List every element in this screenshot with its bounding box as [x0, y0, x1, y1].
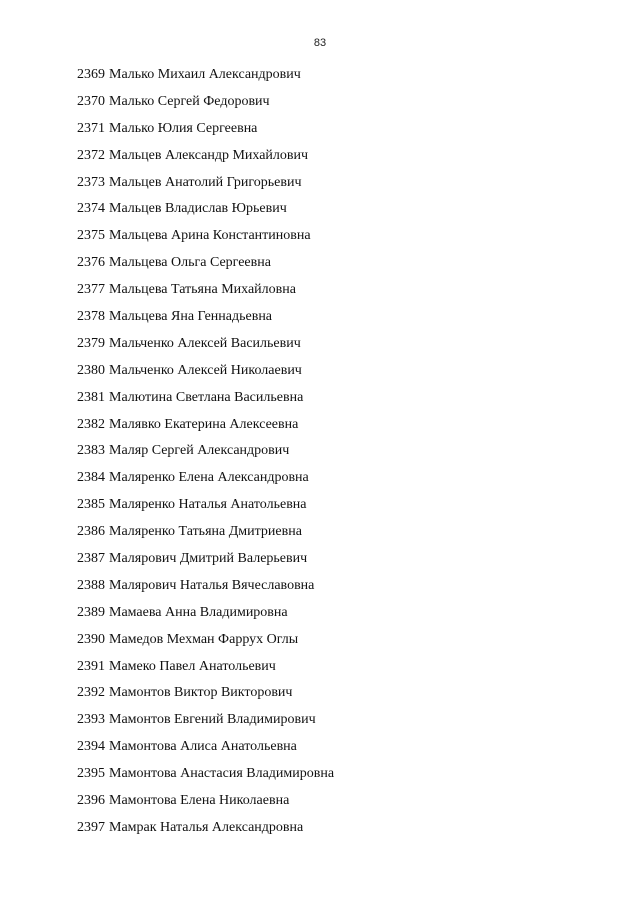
entry-number: 2387	[77, 551, 105, 567]
list-item	[77, 304, 334, 331]
entry-name: Мальцева Арина Константиновна	[109, 228, 311, 244]
list-item	[77, 196, 334, 223]
list-item	[77, 331, 334, 358]
list-item	[77, 412, 334, 439]
list-item	[77, 680, 334, 707]
entry-number: 2388	[77, 577, 105, 593]
entry-number: 2374	[77, 201, 105, 217]
list-item	[77, 788, 334, 815]
list-item	[77, 438, 334, 465]
list-item	[77, 492, 334, 519]
entry-number: 2393	[77, 712, 105, 728]
entry-name: Мальцев Владислав Юрьевич	[109, 201, 287, 217]
entry-number: 2389	[77, 604, 105, 620]
list-item	[77, 358, 334, 385]
list-item	[77, 654, 334, 681]
list-item	[77, 761, 334, 788]
list-item	[77, 170, 334, 197]
entry-name: Мальцев Александр Михайлович	[109, 147, 309, 163]
entry-number: 2386	[77, 524, 105, 540]
entry-name: Маляренко Татьяна Дмитриевна	[109, 524, 302, 540]
entry-number: 2369	[77, 67, 105, 82]
list-item	[77, 815, 334, 842]
name-list	[77, 62, 334, 842]
list-item	[77, 519, 334, 546]
entry-name: Мамаева Анна Владимировна	[109, 604, 288, 620]
entry-number: 2390	[77, 631, 105, 647]
list-item	[77, 250, 334, 277]
entry-name: Мальцева Ольга Сергеевна	[109, 255, 271, 271]
list-item	[77, 116, 334, 143]
entry-name: Мамонтова Анастасия Владимировна	[109, 766, 335, 782]
entry-name: Мамонтова Елена Николаевна	[109, 793, 290, 809]
entry-name: Мамеко Павел Анатольевич	[109, 658, 276, 674]
entry-number: 2397	[77, 819, 105, 835]
entry-number: 2382	[77, 416, 105, 432]
entry-name: Мамонтова Алиса Анатольевна	[109, 739, 297, 755]
entry-name: Мамонтов Виктор Викторович	[109, 685, 293, 701]
entry-number: 2384	[77, 470, 105, 486]
entry-number: 2379	[77, 335, 105, 351]
list-item	[77, 277, 334, 304]
page-number: 83	[313, 37, 327, 49]
list-item	[77, 89, 334, 116]
entry-name: Мамрак Наталья Александровна	[109, 819, 304, 835]
list-item	[77, 465, 334, 492]
entry-number: 2385	[77, 497, 105, 513]
entry-number: 2377	[77, 282, 105, 298]
entry-number: 2375	[77, 228, 105, 244]
entry-number: 2394	[77, 739, 105, 755]
entry-number: 2391	[77, 658, 105, 674]
entry-name: Маляренко Наталья Анатольевна	[109, 497, 307, 513]
entry-name: Малярович Дмитрий Валерьевич	[109, 551, 308, 567]
entry-name: Малютина Светлана Васильевна	[109, 389, 304, 405]
entry-name: Малявко Екатерина Алексеевна	[109, 416, 299, 432]
entry-name: Малько Михаил Александрович	[109, 67, 301, 82]
entry-number: 2373	[77, 174, 105, 190]
entry-name: Мальцев Анатолий Григорьевич	[109, 174, 302, 190]
entry-name: Малько Сергей Федорович	[109, 93, 270, 109]
list-item	[77, 62, 334, 89]
list-item	[77, 223, 334, 250]
entry-name: Мальченко Алексей Николаевич	[109, 362, 302, 378]
entry-number: 2376	[77, 255, 105, 271]
entry-number: 2380	[77, 362, 105, 378]
list-item	[77, 385, 334, 412]
entry-name: Мальченко Алексей Васильевич	[109, 335, 301, 351]
list-item	[77, 627, 334, 654]
entry-number: 2383	[77, 443, 105, 459]
entry-number: 2370	[77, 93, 105, 109]
list-item	[77, 546, 334, 573]
entry-name: Маляр Сергей Александрович	[109, 443, 290, 459]
entry-name: Мамонтов Евгений Владимирович	[109, 712, 316, 728]
list-item	[77, 600, 334, 627]
entry-number: 2372	[77, 147, 105, 163]
entry-number: 2378	[77, 309, 105, 325]
entry-number: 2395	[77, 766, 105, 782]
entry-number: 2396	[77, 793, 105, 809]
entry-number: 2392	[77, 685, 105, 701]
entry-number: 2381	[77, 389, 105, 405]
list-item	[77, 734, 334, 761]
entry-name: Малько Юлия Сергеевна	[109, 120, 258, 136]
entry-name: Мамедов Мехман Фаррух Оглы	[109, 631, 299, 647]
entry-name: Мальцева Яна Геннадьевна	[109, 309, 273, 325]
list-item	[77, 143, 334, 170]
list-item	[77, 573, 334, 600]
entry-name: Маляренко Елена Александровна	[109, 470, 309, 486]
entry-name: Мальцева Татьяна Михайловна	[109, 282, 296, 298]
entry-number: 2371	[77, 120, 105, 136]
entry-name: Малярович Наталья Вячеславовна	[109, 577, 315, 593]
list-item	[77, 707, 334, 734]
